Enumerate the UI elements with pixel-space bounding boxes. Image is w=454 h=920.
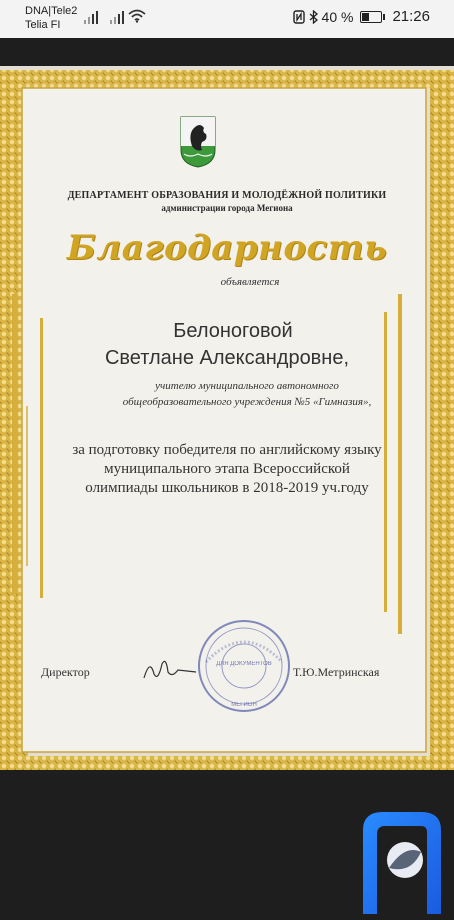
carrier-line-1: DNA|Tele2 [25,5,78,17]
signal-icon [110,10,124,24]
reason-line-1: за подготовку победителя по английскому языку [72,442,382,458]
recipient-surname: Белоноговой [173,320,293,342]
stamp-bottom-text: МЕГИОН [231,702,257,708]
bluetooth-icon [309,10,318,24]
administration-subheading: администрации города Мегиона [161,203,293,213]
signer-name: Т.Ю.Метринская [293,665,380,679]
carrier-info [25,4,77,32]
app-logo-icon[interactable] [357,810,445,914]
reason-line-2: муниципального этапа Всероссийской [104,461,350,477]
wifi-icon [128,9,146,23]
certificate-title: Благодарность [66,228,388,268]
handwritten-signature [140,652,200,686]
recipient-position-2: общеобразовательного учреждения №5 «Гимназия», [122,396,372,408]
recipient-position-1: учителю муниципального автономного [155,380,339,392]
status-right [293,8,430,25]
stamp-text: ДЛЯ ДОКУМЕНТОВ [216,661,272,667]
certificate [0,66,454,770]
nfc-icon [293,10,305,24]
announce-text: объявляется [220,276,280,288]
status-bar [0,0,454,38]
coat-of-arms-icon [180,116,216,168]
certificate-photo[interactable] [0,66,454,770]
signal-icon [84,10,98,24]
battery-icon [360,11,382,23]
reason-line-3: олимпиады школьников в 2018-2019 уч.году [85,480,369,496]
director-label: Директор [41,665,90,679]
reason-text [20,441,434,498]
clock: 21:26 [392,8,430,25]
department-heading: ДЕПАРТАМЕНТ ОБРАЗОВАНИЯ И МОЛОДЁЖНОЙ ПОЛИТИКИ [67,190,387,201]
carrier-line-2: Telia FI [25,19,61,31]
recipient-name: Светлане Александровне, [104,347,350,369]
signature-row [0,662,454,692]
battery-percent: 40 % [321,8,354,25]
